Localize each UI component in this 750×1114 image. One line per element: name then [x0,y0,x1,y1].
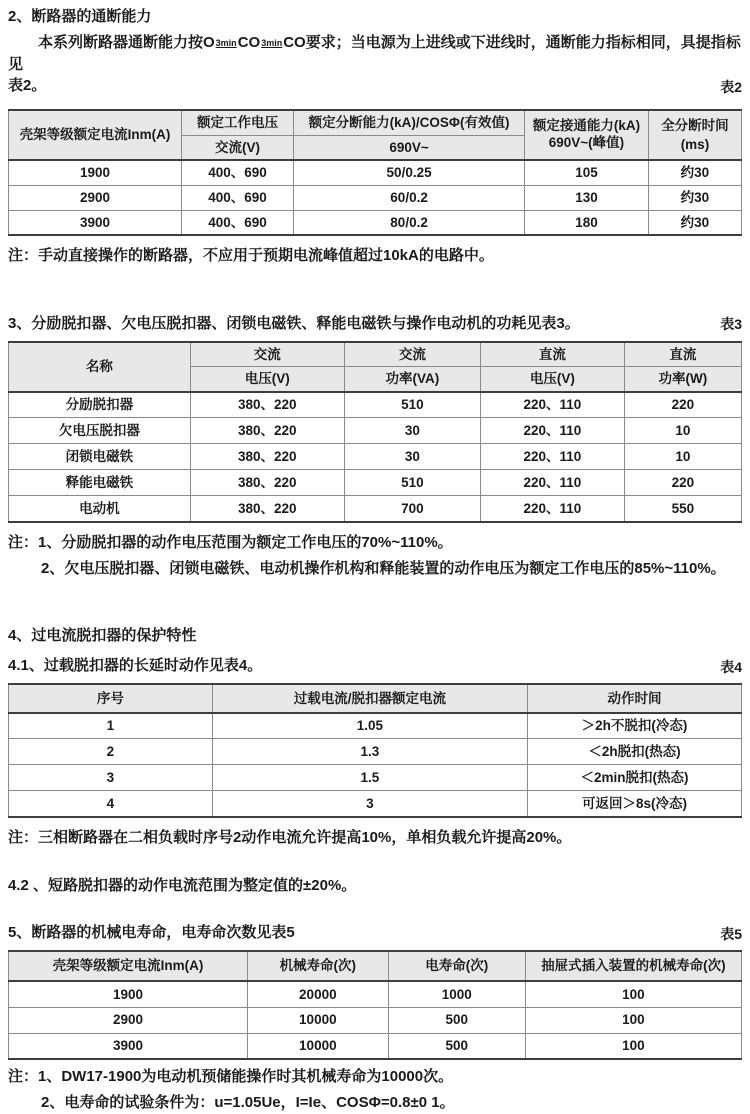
table-cell: 20000 [247,981,388,1007]
table-cell: 3 [9,765,213,791]
table-cell: 释能电磁铁 [9,470,191,496]
table-cell: 60/0.2 [294,185,525,210]
table-cell: 30 [344,444,480,470]
table-cell: 130 [525,185,649,210]
table-cell: 2900 [9,1007,248,1033]
table-cell: 3 [212,791,527,817]
table-cell: 380、220 [190,418,344,444]
table-row [9,765,742,791]
table-header-cell: 序号 [9,684,213,713]
table2-breaking-capacity [8,109,742,236]
table-cell: 10 [624,418,741,444]
table-cell: 闭锁电磁铁 [9,444,191,470]
table-cell: 380、220 [190,470,344,496]
table-header-cell: 过载电流/脱扣器额定电流 [212,684,527,713]
para-text-after: 要求；当电源为上进线或下进线时，通断能力指标相同，具提指标见 [8,33,741,73]
table-cell: 220、110 [481,496,625,522]
table4-overload-protection [8,683,742,818]
table3-header-dc1: 直流 [481,342,625,367]
table3-header-name: 名称 [9,342,191,392]
table-row [9,791,742,817]
table-cell: 1900 [9,981,248,1007]
table-cell: 10 [624,444,741,470]
table5-note2: 2、电寿命的试验条件为：u=1.05Ue，I=Ie、COSΦ=0.8±0 1。 [41,1093,455,1111]
table-cell: 100 [525,981,741,1007]
table3-header-ac1: 交流 [190,342,344,367]
table3-header-ac-voltage: 电压(V) [190,367,344,392]
table3-power-consumption [8,341,742,523]
table2-header-making-capacity [525,110,649,160]
table4-label: 表4 [720,658,742,675]
table3-body [9,392,742,522]
table-cell: 400、690 [181,185,293,210]
table-cell: 500 [388,1007,525,1033]
test-sequence-3min-2: 3min [261,37,283,48]
table-cell: 约30 [648,160,741,185]
table-header-cell: 抽屉式插入装置的机械寿命(次) [525,951,741,981]
table-cell: 约30 [648,210,741,235]
table2-header-breaking-capacity: 额定分断能力(kA)/COSΦ(有效值) [294,110,525,135]
making-capacity-line1: 额定接通能力(kA) [532,118,641,134]
table-cell: ＜2min脱扣(热态) [527,765,741,791]
section2-paragraph-tail-row [8,75,742,97]
table-cell: 30 [344,418,480,444]
table-row [9,392,742,418]
section3-caption-row [8,313,742,335]
table-cell: 80/0.2 [294,210,525,235]
table-cell: 约30 [648,185,741,210]
table-cell: 欠电压脱扣器 [9,418,191,444]
table-row [9,1007,742,1033]
table5-body [9,981,742,1059]
section4-2-heading: 4.2 、短路脱扣器的动作电流范围为整定值的±20%。 [8,876,357,894]
section2-paragraph [8,32,742,76]
section5-caption-row [8,922,742,944]
table3-header-ac-power: 功率(VA) [344,367,480,392]
table-header-cell: 动作时间 [527,684,741,713]
table-row [9,418,742,444]
table-row [9,713,742,739]
table-cell: 105 [525,160,649,185]
table-cell: 180 [525,210,649,235]
section4-heading: 4、过电流脱扣器的保护特性 [8,627,197,645]
table-cell: 3900 [9,210,182,235]
table-cell: 1.3 [212,739,527,765]
table-cell: 1.05 [212,713,527,739]
table-cell: 700 [344,496,480,522]
table-cell: 50/0.25 [294,160,525,185]
table-cell: 380、220 [190,392,344,418]
table-header-cell: 壳架等级额定电流Inm(A) [9,951,248,981]
table-cell: 可返回＞8s(冷态) [527,791,741,817]
table3-header-dc-power: 功率(W) [624,367,741,392]
table3-label: 表3 [720,316,742,333]
table4-note: 注：三相断路器在二相负载时序号2动作电流允许提高10%，单相负载允许提高20%。 [8,828,572,846]
table-row [9,981,742,1007]
para-text-co1: CO [237,33,261,51]
table3-note1: 注：1、分励脱扣器的动作电压范围为额定工作电压的70%~110%。 [8,533,453,551]
table-cell: 4 [9,791,213,817]
table-cell: 550 [624,496,741,522]
table-cell: 1000 [388,981,525,1007]
table-cell: 3900 [9,1033,248,1059]
section4-1-heading: 4.1、过载脱扣器的长延时动作见表4。 [8,657,263,675]
table3-note2: 2、欠电压脱扣器、闭锁电磁铁、电动机操作机构和释能装置的动作电压为额定工作电压的85%~110%。 [41,559,726,577]
table3-header-ac2: 交流 [344,342,480,367]
table-cell: 1 [9,713,213,739]
para-tail: 表2。 [8,77,47,95]
table-cell: 510 [344,470,480,496]
table5-note1: 注：1、DW17-1900为电动机预储能操作时其机械寿命为10000次。 [8,1068,454,1086]
table4-body [9,713,742,817]
table-row [9,470,742,496]
table-cell: ＞2h不脱扣(冷态) [527,713,741,739]
table-cell: 400、690 [181,160,293,185]
table5-lifetime [8,950,742,1060]
table-row [9,1033,742,1059]
table-row [9,739,742,765]
section3-heading: 3、分励脱扣器、欠电压脱扣器、闭锁电磁铁、释能电磁铁与操作电动机的功耗见表3。 [8,315,580,332]
table-row [9,210,742,235]
table-row [9,444,742,470]
table-cell: 220、110 [481,444,625,470]
table-row [9,160,742,185]
table-cell: 510 [344,392,480,418]
table5-label: 表5 [720,925,742,942]
section4-1-caption-row [8,655,742,677]
table3-header-dc-voltage: 电压(V) [481,367,625,392]
table-cell: 10000 [247,1007,388,1033]
table5-header [9,951,742,981]
table-cell: 220、110 [481,470,625,496]
table4-header [9,684,742,713]
table-cell: 分励脱扣器 [9,392,191,418]
table-header-cell: 电寿命(次) [388,951,525,981]
table-cell: 500 [388,1033,525,1059]
table-cell: 2 [9,739,213,765]
table-cell: 10000 [247,1033,388,1059]
table2-header-rated-voltage: 额定工作电压 [181,110,293,135]
section2-heading: 2、断路器的通断能力 [8,8,152,25]
table-cell: 电动机 [9,496,191,522]
table2-label: 表2 [720,78,742,95]
table2-body [9,160,742,235]
table-cell: ＜2h脱扣(热态) [527,739,741,765]
table-row [9,496,742,522]
table2-header-frame-current: 壳架等级额定电流Inm(A) [9,110,182,160]
table-cell: 220、110 [481,392,625,418]
table2-header-break-time: 全分断时间(ms) [648,110,741,160]
table-row [9,185,742,210]
table-cell: 220 [624,392,741,418]
table3-header-dc2: 直流 [624,342,741,367]
table-header-cell: 机械寿命(次) [247,951,388,981]
para-text-co2: CO [283,33,306,51]
table3-header [9,342,742,392]
table-cell: 220 [624,470,741,496]
table-cell: 220、110 [481,418,625,444]
table-cell: 100 [525,1033,741,1059]
test-sequence-3min-1: 3min [215,37,237,48]
table2-header-690v: 690V~ [294,135,525,160]
table-cell: 2900 [9,185,182,210]
table-cell: 1.5 [212,765,527,791]
section5-heading: 5、断路器的机械电寿命，电寿命次数见表5 [8,924,295,942]
table-cell: 100 [525,1007,741,1033]
making-capacity-line2: 690V~(峰值) [548,135,625,151]
para-text-before: 本系列断路器通断能力按O [38,33,215,51]
table2-note: 注：手动直接操作的断路器，不应用于预期电流峰值超过10kA的电路中。 [8,247,494,265]
table2-header [9,110,742,160]
table-cell: 1900 [9,160,182,185]
table2-header-ac-voltage: 交流(V) [181,135,293,160]
table-cell: 380、220 [190,444,344,470]
table-cell: 400、690 [181,210,293,235]
table-cell: 380、220 [190,496,344,522]
